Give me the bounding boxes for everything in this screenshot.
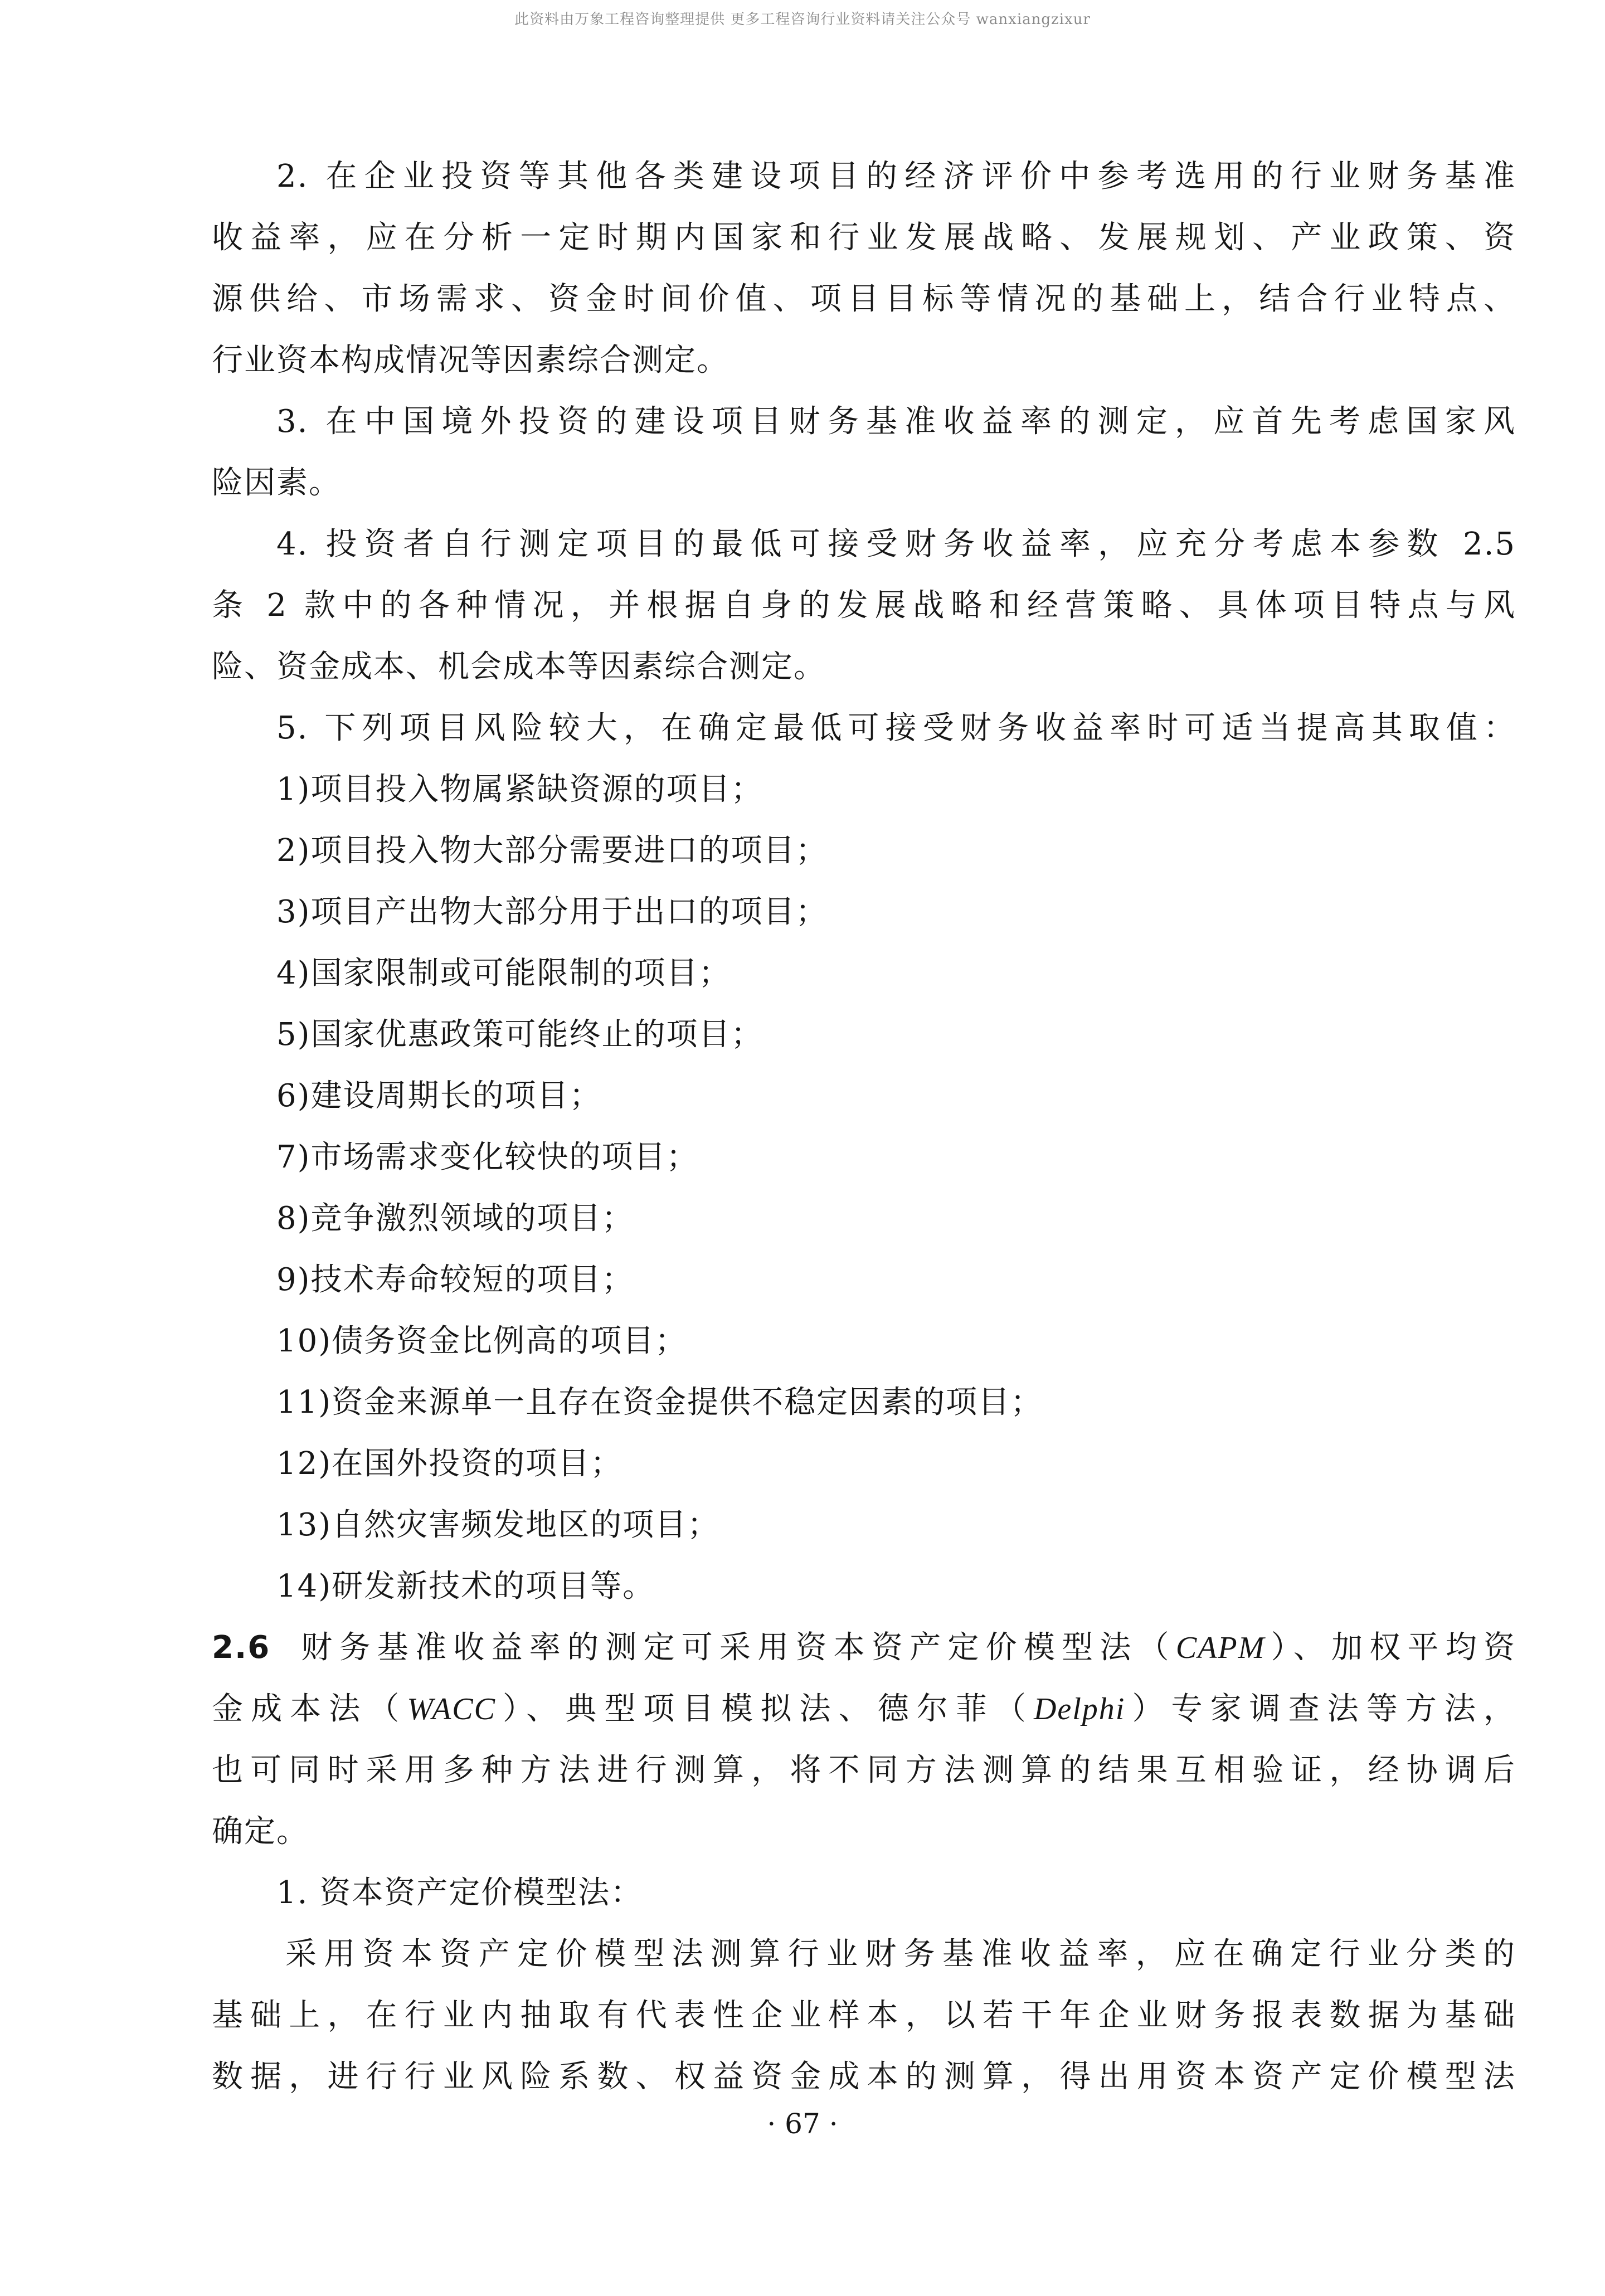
paragraph-2-line-2: 收益率，应在分析一定时期内国家和行业发展战略、发展规划、产业政策、资 [212,220,1516,256]
page-number: · 67 · [767,2108,838,2140]
list-item: 2)项目投入物大部分需要进口的项目； [276,833,828,869]
paragraph-2-line-3: 源供给、市场需求、资金时间价值、项目目标等情况的基础上，结合行业特点、 [212,281,1516,317]
capm-term: CAPM [1175,1631,1266,1665]
list-item: 11)资金来源单一且存在资金提供不稳定因素的项目； [276,1384,1043,1421]
list-item: 12)在国外投资的项目； [276,1446,623,1482]
section-2-6-line-1 [212,1617,1516,1679]
list-item: 5)国家优惠政策可能终止的项目； [276,1016,763,1053]
capm-body-line-3: 数据，进行行业风险系数、权益资金成本的测算，得出用资本资产定价模型法 [212,2059,1516,2095]
capm-body-line-2: 基础上，在行业内抽取有代表性企业样本，以若干年企业财务报表数据为基础 [212,1997,1516,2034]
capm-body-line-1: 采用资本资产定价模型法测算行业财务基准收益率，应在确定行业分类的 [285,1936,1516,1972]
paragraph-4-line-3: 险、资金成本、机会成本等因素综合测定。 [212,649,826,685]
paragraph-3-line-1: 3. 在中国境外投资的建设项目财务基准收益率的测定，应首先考虑国家风 [276,403,1516,440]
section-text-part: ）、加权平均资 [1265,1629,1516,1666]
section-2-6-line-3: 也可同时采用多种方法进行测算，将不同方法测算的结果互相验证，经协调后 [212,1752,1516,1788]
section-2-6-line-4: 确定。 [212,1813,309,1850]
page-body [212,146,1516,2108]
list-item: 14)研发新技术的项目等。 [276,1568,655,1604]
section-text-part: ）专家调查法等方法， [1125,1691,1516,1727]
section-text-part: 金成本法（ [212,1691,407,1727]
list-item: 6)建设周期长的项目； [276,1078,602,1114]
section-number: 2.6 [212,1629,271,1666]
list-item: 10)债务资金比例高的项目； [276,1323,688,1359]
list-item: 8)竞争激烈领域的项目； [276,1200,634,1237]
capm-heading: 1. 资本资产定价模型法： [276,1875,643,1911]
delphi-term: Delphi [1033,1692,1126,1726]
list-item: 1)项目投入物属紧缺资源的项目； [276,771,763,808]
paragraph-4-line-2: 条 2 款中的各种情况，并根据自身的发展战略和经营策略、具体项目特点与风 [212,587,1516,624]
list-item: 4)国家限制或可能限制的项目； [276,955,731,991]
paragraph-2-line-4: 行业资本构成情况等因素综合测定。 [212,342,729,378]
section-text-part: 财务基准收益率的测定可采用资本资产定价模型法（ [295,1629,1176,1666]
section-2-6-line-2 [212,1679,1516,1740]
paragraph-5-line-1: 5. 下列项目风险较大，在确定最低可接受财务收益率时可适当提高其取值： [276,710,1516,746]
wacc-term: WACC [407,1692,496,1726]
list-item: 9)技术寿命较短的项目； [276,1262,634,1298]
paragraph-4-line-1: 4. 投资者自行测定项目的最低可接受财务收益率，应充分考虑本参数 2.5 [276,526,1516,562]
section-text-part: ）、典型项目模拟法、德尔菲（ [495,1691,1034,1727]
header-watermark: 此资料由万象工程咨询整理提供 更多工程咨询行业资料请关注公众号 wanxiangzixur [514,11,1091,28]
paragraph-3-line-2: 险因素。 [212,465,341,501]
list-item: 7)市场需求变化较快的项目； [276,1139,699,1175]
paragraph-2-line-1: 2. 在企业投资等其他各类建设项目的经济评价中参考选用的行业财务基准 [276,158,1516,194]
list-item: 3)项目产出物大部分用于出口的项目； [276,894,828,930]
list-item: 13)自然灾害频发地区的项目； [276,1507,720,1543]
